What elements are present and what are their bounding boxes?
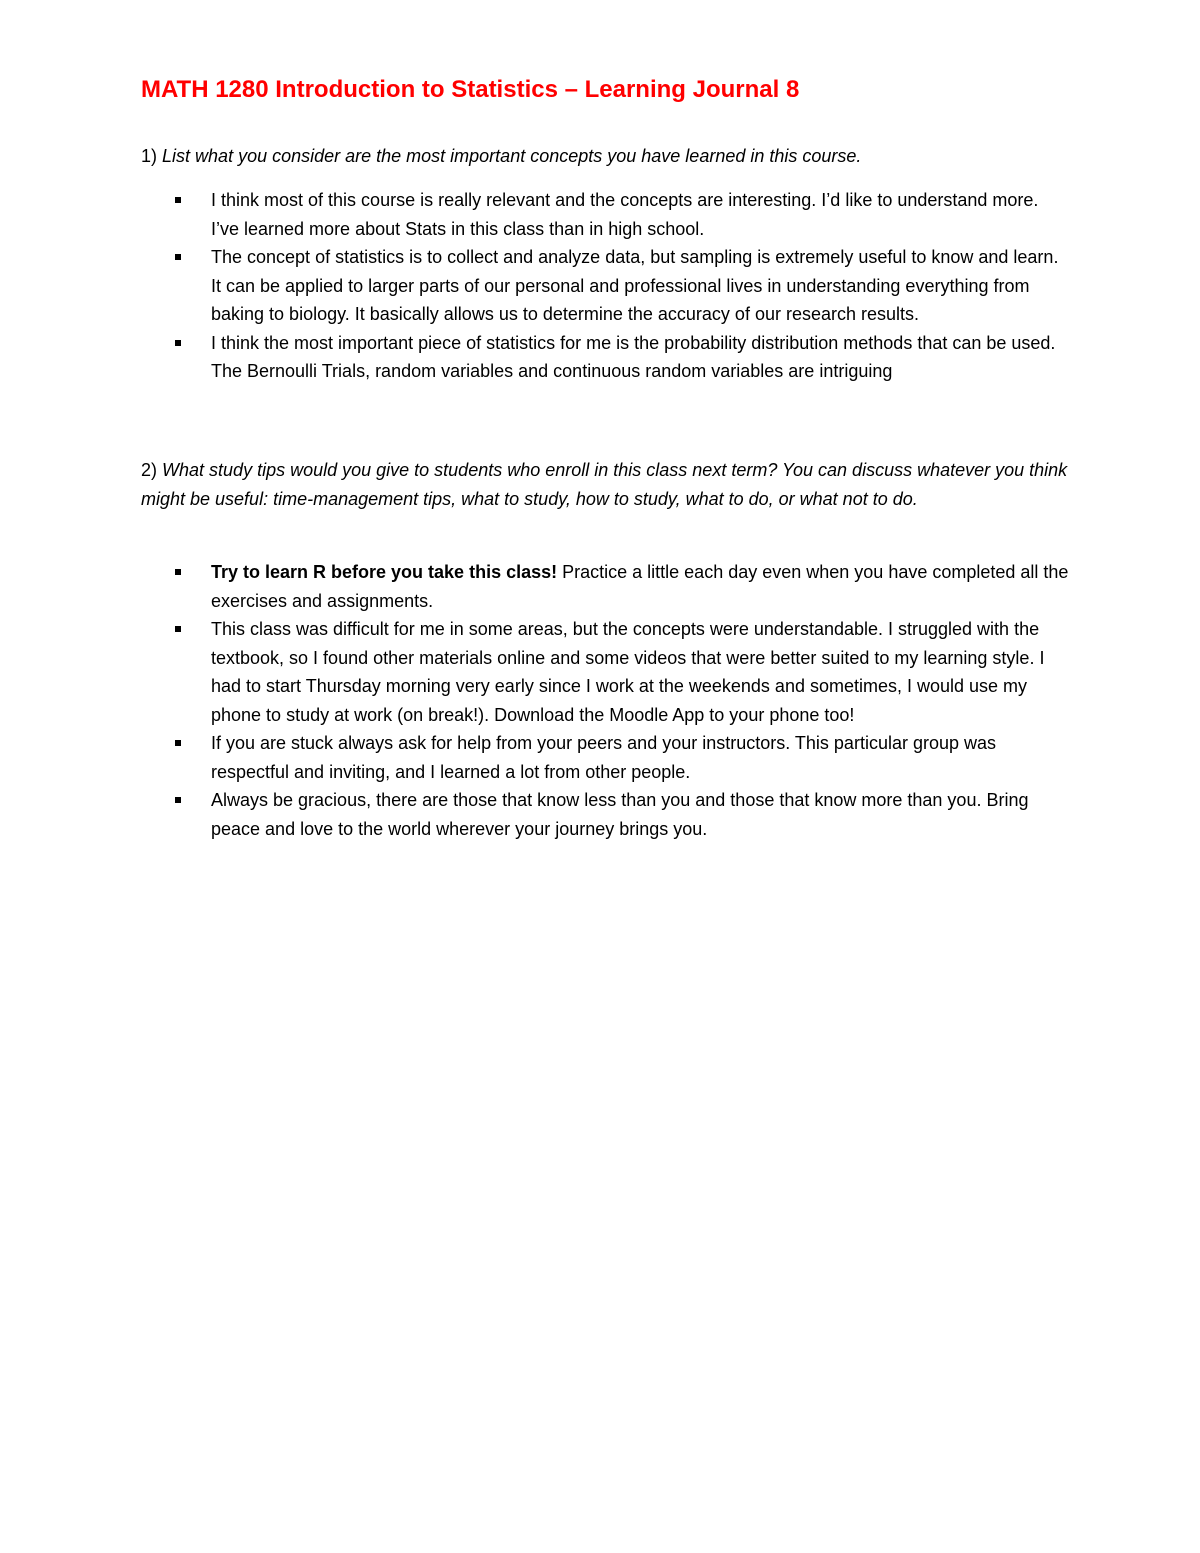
list-item-text: Practice a little each day even when you have completed all the exercises and assignments. xyxy=(211,562,1069,611)
list-item xyxy=(175,729,1070,786)
square-bullet-icon xyxy=(175,569,181,575)
list-item xyxy=(175,186,1070,243)
answer-list-2 xyxy=(175,558,1070,843)
list-item xyxy=(175,329,1070,386)
list-item-text: I think the most important piece of statistics for me is the probability distribution methods that can be used. The Bernoulli Trials, random variables and continuous random variables are intriguing xyxy=(211,332,1056,381)
square-bullet-icon xyxy=(175,626,181,632)
list-item-text: I think most of this course is really relevant and the concepts are interesting. I’d like to understand more. I’ve learned more about Stats in this class than in high school. xyxy=(211,190,1039,239)
list-item xyxy=(175,243,1070,329)
list-item xyxy=(175,786,1070,843)
list-item-text: If you are stuck always ask for help from your peers and your instructors. This particular group was respectful and inviting, and I learned a lot from other people. xyxy=(211,733,997,782)
list-item-emphasis: Try to learn R before you take this class! xyxy=(211,562,558,582)
list-item-text: Always be gracious, there are those that know less than you and those that know more than you. Bring peace and love to the world wherever your journey brings you. xyxy=(211,790,1029,839)
question-text: List what you consider are the most important concepts you have learned in this course. xyxy=(162,146,862,166)
question-2 xyxy=(141,456,1071,514)
square-bullet-icon xyxy=(175,797,181,803)
list-item-text: The concept of statistics is to collect and analyze data, but sampling is extremely useful to know and learn. It can be applied to larger parts of our personal and professional lives in understanding everything from baking to biology. It basically allows us to determine the accuracy of our research results. xyxy=(211,247,1059,324)
square-bullet-icon xyxy=(175,197,181,203)
list-item xyxy=(175,615,1070,729)
question-1 xyxy=(141,142,1071,171)
square-bullet-icon xyxy=(175,254,181,260)
question-number: 2) xyxy=(141,460,158,480)
answer-list-1 xyxy=(175,186,1070,386)
list-item-text: This class was difficult for me in some areas, but the concepts were understandable. I struggled with the textbook, so I found other materials online and some videos that were better suited to my learning style. I had to start Thursday morning very early since I work at the weekends and sometimes, I would use my phone to study at work (on break!). Download the Moodle App to your phone too! xyxy=(211,619,1045,725)
document-title: MATH 1280 Introduction to Statistics – Learning Journal 8 xyxy=(141,76,800,103)
question-number: 1) xyxy=(141,146,158,166)
question-text: What study tips would you give to students who enroll in this class next term? You can discuss whatever you think might be useful: time-management tips, what to study, how to study, what to do, or what not to do. xyxy=(141,460,1068,509)
square-bullet-icon xyxy=(175,340,181,346)
list-item xyxy=(175,558,1070,615)
square-bullet-icon xyxy=(175,740,181,746)
